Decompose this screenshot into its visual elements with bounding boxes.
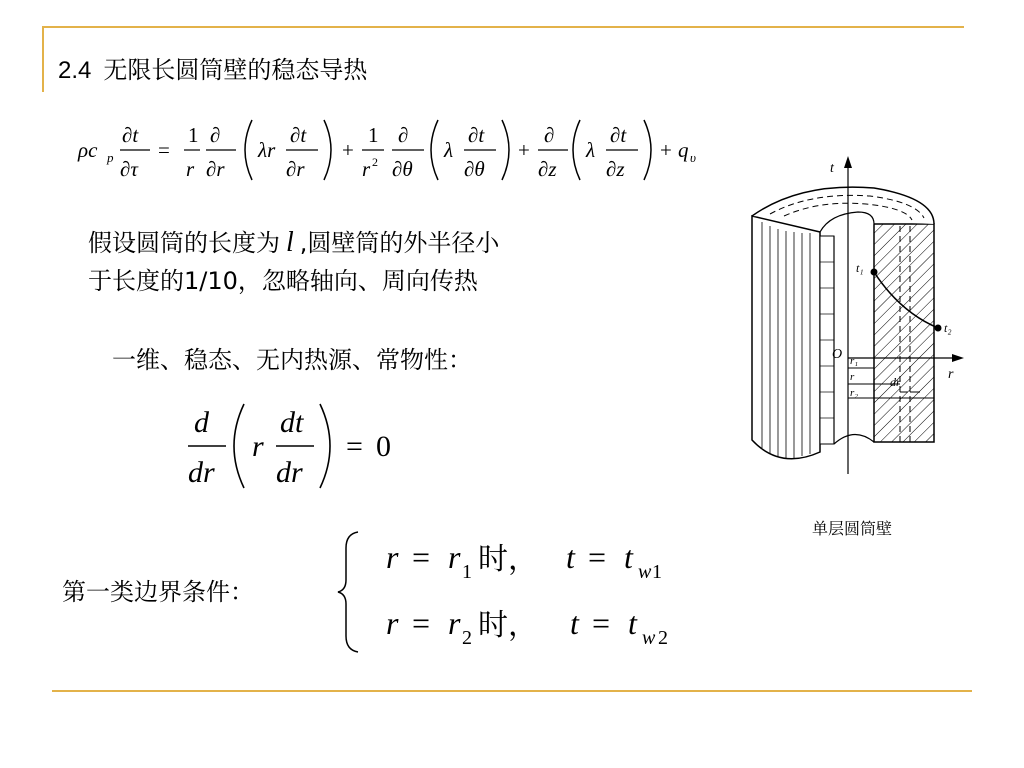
title-text: 无限长圆筒壁的稳态导热 <box>103 56 368 84</box>
svg-text:1: 1 <box>652 561 662 582</box>
section-number: 2.4 <box>58 57 92 84</box>
svg-text:r: r <box>362 157 371 181</box>
r-label: r <box>850 371 855 383</box>
cylinder-wall-figure <box>740 152 970 482</box>
bottom-rule <box>52 690 972 692</box>
figure-caption: 单层圆筒壁 <box>812 519 893 538</box>
svg-text:λr: λr <box>258 138 276 162</box>
svg-text:t: t <box>624 539 633 575</box>
slide-title <box>58 50 367 85</box>
para-line-2: 于长度的1/10，忽略轴向、周向传热 <box>88 267 478 295</box>
svg-text:∂: ∂ <box>544 123 555 147</box>
origin-label: O <box>832 347 843 362</box>
svg-text:∂z: ∂z <box>538 157 557 181</box>
svg-text:q: q <box>678 138 689 162</box>
svg-text:∂t: ∂t <box>290 123 307 147</box>
svg-text:+: + <box>342 138 354 162</box>
left-rule <box>42 26 44 92</box>
svg-text:r: r <box>386 605 399 641</box>
svg-text:∂: ∂ <box>398 123 409 147</box>
svg-text:t: t <box>570 605 579 641</box>
svg-text:r: r <box>252 430 264 463</box>
boundary-condition-label: 第一类边界条件： <box>62 578 254 606</box>
svg-text:∂r: ∂r <box>286 157 305 181</box>
svg-text:2: 2 <box>372 155 378 169</box>
svg-text:∂θ: ∂θ <box>464 157 485 181</box>
simplified-equation <box>180 394 410 498</box>
bc1-condition: 时， <box>478 542 538 577</box>
axis-r-label: r <box>948 367 954 382</box>
svg-text:d: d <box>194 406 209 439</box>
svg-text:∂r: ∂r <box>206 157 225 181</box>
svg-text:1: 1 <box>188 123 199 147</box>
svg-text:∂t: ∂t <box>610 123 627 147</box>
svg-text:∂t: ∂t <box>122 123 139 147</box>
svg-text:r: r <box>186 157 195 181</box>
svg-text:0: 0 <box>376 430 391 463</box>
bc2-condition: 时， <box>478 608 538 643</box>
svg-text:λ: λ <box>444 138 454 162</box>
svg-text:∂t: ∂t <box>468 123 485 147</box>
svg-text:2: 2 <box>658 627 668 648</box>
svg-text:+: + <box>518 138 530 162</box>
svg-text:+: + <box>660 138 672 162</box>
svg-text:∂θ: ∂θ <box>392 157 413 181</box>
boundary-conditions <box>334 528 694 656</box>
bc2-lhs <box>382 598 492 648</box>
assumption-paragraph <box>88 224 499 300</box>
axis-t-label: t <box>830 161 834 176</box>
svg-text:w: w <box>642 627 656 648</box>
svg-text:=: = <box>592 605 611 641</box>
svg-text:w: w <box>638 561 652 582</box>
svg-text:=: = <box>346 430 363 463</box>
left-brace <box>334 528 364 656</box>
svg-text:λ: λ <box>586 138 596 162</box>
svg-text:1: 1 <box>368 123 379 147</box>
svg-text:∂: ∂ <box>210 123 221 147</box>
svg-text:t: t <box>566 539 575 575</box>
svg-text:∂τ: ∂τ <box>120 157 138 181</box>
heat-equation <box>72 112 712 188</box>
bc2-rhs <box>566 598 694 648</box>
top-rule <box>44 26 964 28</box>
svg-text:dr: dr <box>276 456 303 489</box>
svg-text:=: = <box>412 539 431 575</box>
svg-text:=: = <box>412 605 431 641</box>
svg-text:t: t <box>628 605 637 641</box>
para-line-1: 假设圆筒的长度为 l ,圆壁筒的外半径小 <box>88 227 500 258</box>
svg-text:υ: υ <box>690 150 696 165</box>
svg-text:2: 2 <box>462 627 472 648</box>
svg-text:=: = <box>158 138 170 162</box>
t2-label: t₂ <box>944 321 952 335</box>
svg-text:r: r <box>448 605 461 641</box>
svg-text:r: r <box>448 539 461 575</box>
length-variable: l <box>286 227 294 258</box>
svg-text:dt: dt <box>280 406 304 439</box>
simplification-text: 一维、稳态、无内热源、常物性： <box>112 346 472 374</box>
bc1-rhs <box>562 532 692 582</box>
svg-text:∂z: ∂z <box>606 157 625 181</box>
dr-label: dr <box>890 375 901 389</box>
svg-text:r: r <box>386 539 399 575</box>
svg-text:=: = <box>588 539 607 575</box>
svg-text:ρc: ρc <box>78 138 98 162</box>
r1-label: r₁ <box>850 355 859 367</box>
t1-label: t₁ <box>856 261 864 275</box>
svg-text:1: 1 <box>462 561 472 582</box>
svg-text:p: p <box>107 150 114 165</box>
svg-text:dr: dr <box>188 456 215 489</box>
r2-label: r₂ <box>850 387 859 399</box>
bc1-lhs <box>382 532 492 582</box>
